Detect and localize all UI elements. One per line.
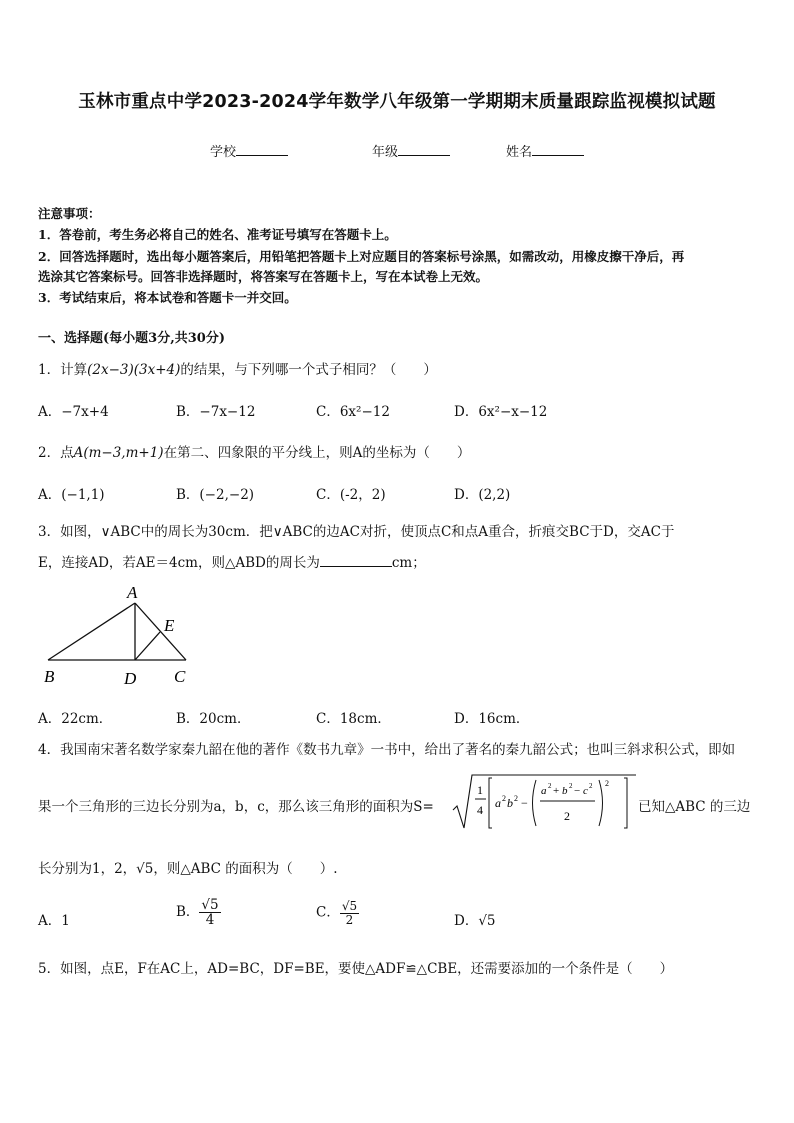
grade-field (372, 141, 450, 160)
question-5: 5．如图，点E，F在AC上，AD=BC，DF=BE，要使△ADF≌△CBE，还需要添加的一个条件是（ ） (38, 961, 674, 977)
q3-option-d: D．16cm． (454, 711, 530, 727)
svg-text:4: 4 (477, 803, 483, 817)
q3-line2-text: E，连接AD，若AE＝4cm，则△ABD的周长为 (38, 555, 320, 571)
question-4-line-3: 长分别为1，2，√5，则△ABC 的面积为（ ）. (38, 861, 338, 877)
question-4-line-1: 4．我国南宋著名数学家秦九韶在他的著作《数书九章》一书中，给出了著名的秦九韶公式；也叫三斜求积公式，即如 (38, 742, 736, 758)
triangle-figure (38, 578, 208, 690)
svg-text:+: + (553, 785, 560, 797)
q4-option-b-fraction: $\frac{√5}{4}$ (201, 897, 219, 929)
svg-text:c: c (583, 785, 588, 797)
q2-point: A(m−3,m+1) (73, 445, 164, 461)
q1-option-b: B．−7x−12 (176, 404, 256, 420)
note-3: 3．考试结束后，将本试卷和答题卡一并交回。 (38, 290, 297, 305)
question-4-line-2-pre: 果一个三角形的三边长分别为a，b，c，那么该三角形的面积为S= (38, 799, 434, 815)
name-field (506, 141, 584, 160)
question-2 (38, 441, 470, 461)
q1-option-a: A．−7x+4 (38, 404, 109, 420)
svg-text:2: 2 (502, 794, 506, 803)
label-b: B (44, 667, 55, 686)
q4-option-d: D．√5 (454, 913, 496, 929)
note-2: 2．回答选择题时，选出每小题答案后，用铅笔把答题卡上对应题目的答案标号涂黑，如需改动，用橡皮擦干净后，再 (38, 249, 685, 264)
q2-option-c: C．(-2，2) (316, 487, 386, 503)
note-1: 1．答卷前，考生务必将自己的姓名、准考证号填写在答题卡上。 (38, 227, 397, 242)
school-blank (236, 143, 288, 156)
section-heading: 一、选择题(每小题3分,共30分) (38, 331, 225, 346)
svg-text:1: 1 (477, 783, 483, 797)
svg-text:2: 2 (514, 794, 518, 803)
label-d: D (124, 669, 137, 688)
q3-option-b: B．20cm． (176, 711, 251, 727)
label-a: A (127, 583, 138, 602)
note-2-cont: 选涂其它答案标号。回答非选择题时，将答案写在答题卡上，写在本试卷上无效。 (38, 269, 489, 284)
svg-text:2: 2 (564, 809, 570, 823)
school-field (210, 141, 288, 160)
q2-suffix: 在第二、四象限的平分线上，则A的坐标为（ ） (163, 445, 471, 461)
svg-text:2: 2 (605, 779, 609, 788)
q4-option-c-label: C． (316, 904, 340, 921)
school-label: 学校 (210, 145, 237, 160)
segment-de (135, 632, 160, 660)
name-label: 姓名 (506, 145, 533, 160)
question-1 (38, 358, 437, 378)
heron-formula (450, 772, 640, 834)
q2-option-a: A．(−1,1) (38, 487, 105, 503)
q1-prefix: 1．计算 (38, 362, 88, 378)
segment-ab (48, 603, 135, 660)
label-c: C (174, 667, 186, 686)
question-3-line-2 (38, 551, 426, 571)
page-title: 玉林市重点中学2023-2024学年数学八年级第一学期期末质量跟踪监视模拟试题 (78, 92, 716, 112)
name-blank (532, 143, 584, 156)
svg-text:b: b (562, 785, 568, 797)
svg-text:a: a (495, 796, 501, 810)
svg-text:a: a (541, 785, 547, 797)
svg-text:2: 2 (548, 782, 552, 790)
q1-suffix: 的结果，与下列哪一个式子相同？（ ） (180, 362, 437, 378)
svg-text:2: 2 (569, 782, 573, 790)
q3-option-a: A．22cm． (38, 711, 113, 727)
q4-option-b-label: B． (176, 904, 200, 921)
notes-heading: 注意事项： (38, 206, 101, 221)
q4-option-c-fraction: $\frac{√5}{2}$ (341, 899, 358, 927)
q4-option-b (176, 898, 221, 927)
q4-option-c (316, 900, 359, 926)
svg-text:2: 2 (589, 782, 593, 790)
question-3-line-1: 3．如图，∨ABC中的周长为30cm．把∨ABC的边AC对折，使顶点C和点A重合，折痕交BC于D，交AC于 (38, 524, 675, 540)
q1-option-c: C．6x²−12 (316, 404, 390, 420)
grade-blank (398, 143, 450, 156)
question-4-line-2-post: 已知△ABC 的三边 (638, 799, 751, 815)
q4-option-a: A．1 (38, 913, 70, 929)
q3-answer-blank (320, 554, 392, 567)
grade-label: 年级 (372, 145, 399, 160)
q3-line2-end: cm； (391, 555, 426, 571)
q2-option-d: D．(2,2) (454, 487, 511, 503)
q3-option-c: C．18cm． (316, 711, 391, 727)
q1-expression: (2x−3)(3x+4) (87, 362, 181, 378)
svg-text:−: − (521, 796, 528, 810)
q2-prefix: 2．点 (38, 445, 74, 461)
label-e: E (164, 616, 175, 635)
svg-text:−: − (574, 785, 581, 797)
svg-text:b: b (507, 796, 513, 810)
q2-option-b: B．(−2,−2) (176, 487, 255, 503)
q1-option-d: D．6x²−x−12 (454, 404, 548, 420)
